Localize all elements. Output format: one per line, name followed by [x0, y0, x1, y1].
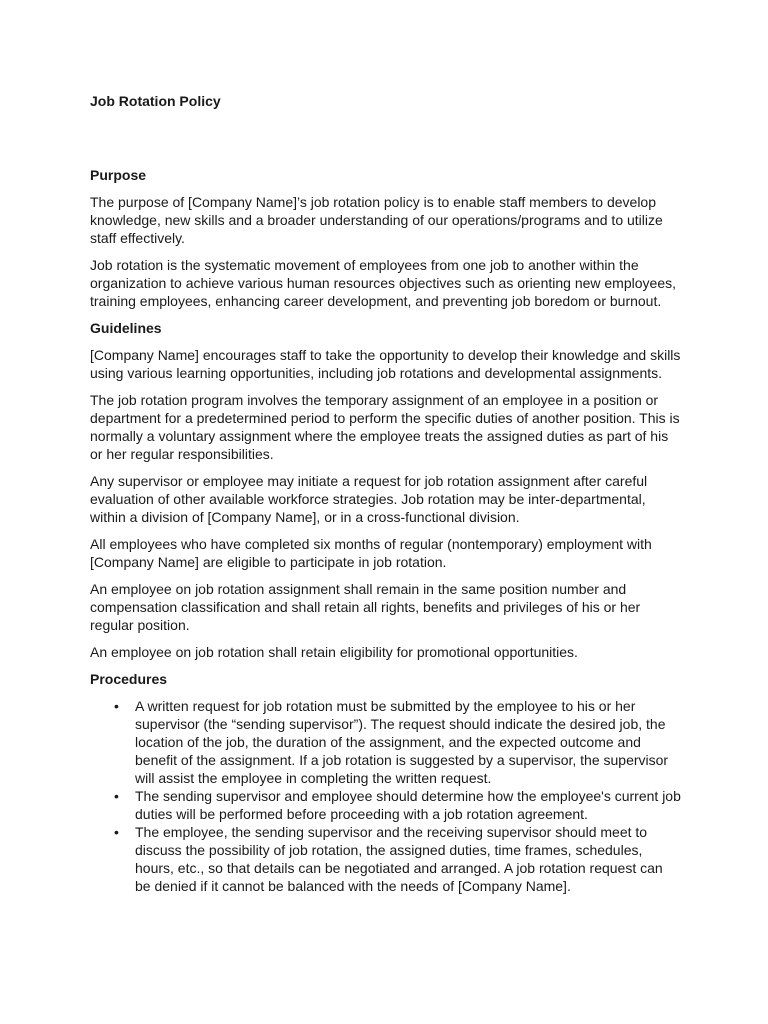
procedure-text: The employee, the sending supervisor and the receiving supervisor should meet to discuss the possibility of job rotation, the assigned duties, time frames, schedules, hours, etc., so that details can be negotiated and arranged. A job rotation request can be denied if it cannot be balanced with the needs of [Company Name]. [135, 824, 663, 894]
bullet-icon: • [114, 698, 119, 714]
document-page [90, 92, 682, 895]
purpose-paragraph: The purpose of [Company Name]’s job rotation policy is to enable staff members to develop knowledge, new skills and a broader understanding of our operations/programs and to utilize staff effectively. [90, 194, 663, 246]
guidelines-heading: Guidelines [90, 320, 162, 336]
purpose-heading: Purpose [90, 167, 147, 183]
guidelines-paragraph: Any supervisor or employee may initiate a request for job rotation assignment after careful evaluation of other available workforce strategies. Job rotation may be inter-departmental, within a division of [Company Name], or in a cross-functional division. [90, 473, 648, 525]
document-title: Job Rotation Policy [90, 93, 221, 109]
procedures-list [90, 697, 682, 895]
procedure-text: A written request for job rotation must be submitted by the employee to his or her supervisor (the “sending supervisor”). The request should indicate the desired job, the location of the job, the duration of the assignment, and the expected outcome and benefit of the assignment. If a job rotation is suggested by a supervisor, the supervisor will assist the employee in completing the written request. [135, 698, 669, 786]
purpose-paragraph: Job rotation is the systematic movement of employees from one job to another within the organization to achieve various human resources objectives such as orienting new employees, training employees, enhancing career development, and preventing job boredom or burnout. [90, 257, 676, 309]
bullet-icon: • [114, 824, 119, 840]
guidelines-paragraph: All employees who have completed six months of regular (nontemporary) employment with [Company Name] are eligible to participate in job rotation. [90, 536, 652, 570]
guidelines-paragraph: An employee on job rotation shall retain eligibility for promotional opportunities. [90, 644, 578, 660]
procedure-item [90, 823, 682, 895]
procedure-item [90, 697, 682, 787]
guidelines-paragraph: The job rotation program involves the temporary assignment of an employee in a position or department for a predetermined period to perform the specific duties of another position. This is normally a voluntary assignment where the employee treats the assigned duties as part of his or her regular responsibilities. [90, 392, 680, 462]
guidelines-paragraph: [Company Name] encourages staff to take the opportunity to develop their knowledge and skills using various learning opportunities, including job rotations and developmental assignments. [90, 347, 681, 381]
procedure-item [90, 787, 682, 823]
procedures-heading: Procedures [90, 671, 168, 687]
procedure-text: The sending supervisor and employee should determine how the employee's current job duties will be performed before proceeding with a job rotation agreement. [135, 788, 681, 822]
bullet-icon: • [114, 788, 119, 804]
guidelines-paragraph: An employee on job rotation assignment shall remain in the same position number and compensation classification and shall retain all rights, benefits and privileges of his or her regular position. [90, 581, 641, 633]
